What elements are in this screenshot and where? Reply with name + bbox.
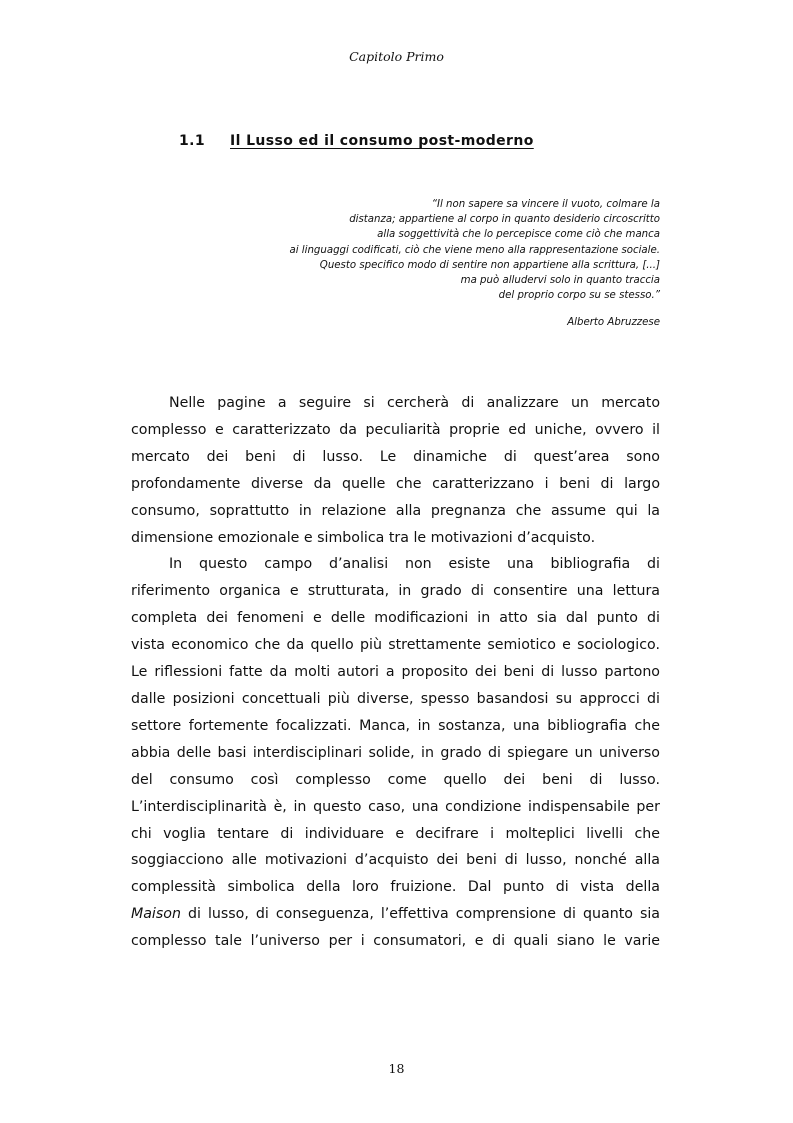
text-line: dalle posizioni concettuali più diverse, spesso basandosi su approcci di [131, 690, 660, 707]
running-head: Capitolo Primo [349, 49, 444, 64]
epigraph-line: alla soggettività che lo percepisce come ciò che manca [377, 229, 660, 241]
paragraph-1 [131, 390, 660, 551]
text-line: In questo campo d’analisi non esiste una bibliografia di [169, 556, 660, 573]
epigraph-line: distanza; appartiene al corpo in quanto desiderio circoscritto [349, 214, 660, 226]
text-line: vista economico che da quello più strettamente semiotico e sociologico. [131, 637, 660, 654]
text-line: completa dei fenomeni e delle modificazioni in atto sia dal punto di [131, 610, 660, 627]
text-line: settore fortemente focalizzati. Manca, in sostanza, una bibliografia che [131, 717, 660, 734]
section-number: 1.1 [179, 133, 206, 149]
text-line: Le riflessioni fatte da molti autori a proposito dei beni di lusso partono [131, 664, 660, 681]
text-line: L’interdisciplinarità è, in questo caso, una condizione indispensabile per [131, 798, 660, 815]
text-line: soggiacciono alle motivazioni d’acquisto dei beni di lusso, nonché alla [131, 852, 660, 869]
text-line: consumo, soprattutto in relazione alla pregnanza che assume qui la [131, 502, 660, 519]
text-line: mercato dei beni di lusso. Le dinamiche di quest’area sono [131, 448, 660, 465]
maison-word: Maison [131, 906, 181, 923]
text-line: del consumo così complesso come quello dei beni di lusso. [131, 771, 660, 788]
text-line: abbia delle basi interdisciplinari solide, in grado di spiegare un universo [131, 744, 660, 761]
epigraph-line: ma può alludervi solo in quanto traccia [460, 275, 660, 287]
epigraph [190, 197, 660, 331]
epigraph-line: ai linguaggi codificati, ciò che viene meno alla rappresentazione sociale. [289, 244, 660, 256]
section-title: Il Lusso ed il consumo post-moderno [230, 133, 534, 149]
text-line: chi voglia tentare di individuare e decifrare i molteplici livelli che [131, 825, 660, 842]
text-line: complessità simbolica della loro fruizione. Dal punto di vista della [131, 879, 660, 896]
epigraph-line: Questo specifico modo di sentire non appartiene alla scrittura, [...] [319, 259, 660, 271]
paragraph-2 [131, 551, 660, 955]
text-line: dimensione emozionale e simbolica tra le motivazioni d’acquisto. [131, 529, 596, 546]
body-text [131, 390, 660, 955]
text-line: riferimento organica e strutturata, in grado di consentire una lettura [131, 583, 660, 600]
text-line: profondamente diverse da quelle che caratterizzano i beni di largo [131, 475, 660, 492]
text-line [131, 901, 660, 928]
text-line: complesso tale l’universo per i consumatori, e di quali siano le varie [131, 933, 660, 950]
epigraph-line: del proprio corpo su se stesso.” [498, 290, 660, 302]
text-line: Nelle pagine a seguire si cercherà di analizzare un mercato [169, 395, 660, 411]
text-line: complesso e caratterizzato da peculiarità proprie ed uniche, ovvero il [131, 421, 660, 438]
epigraph-author: Alberto Abruzzese [567, 317, 660, 329]
epigraph-line: “Il non sapere sa vincere il vuoto, colmare la [431, 199, 660, 210]
section-heading [179, 133, 534, 149]
page-number: 18 [388, 1061, 405, 1076]
text-fragment: di lusso, di conseguenza, l’effettiva comprensione di quanto sia [180, 906, 660, 923]
